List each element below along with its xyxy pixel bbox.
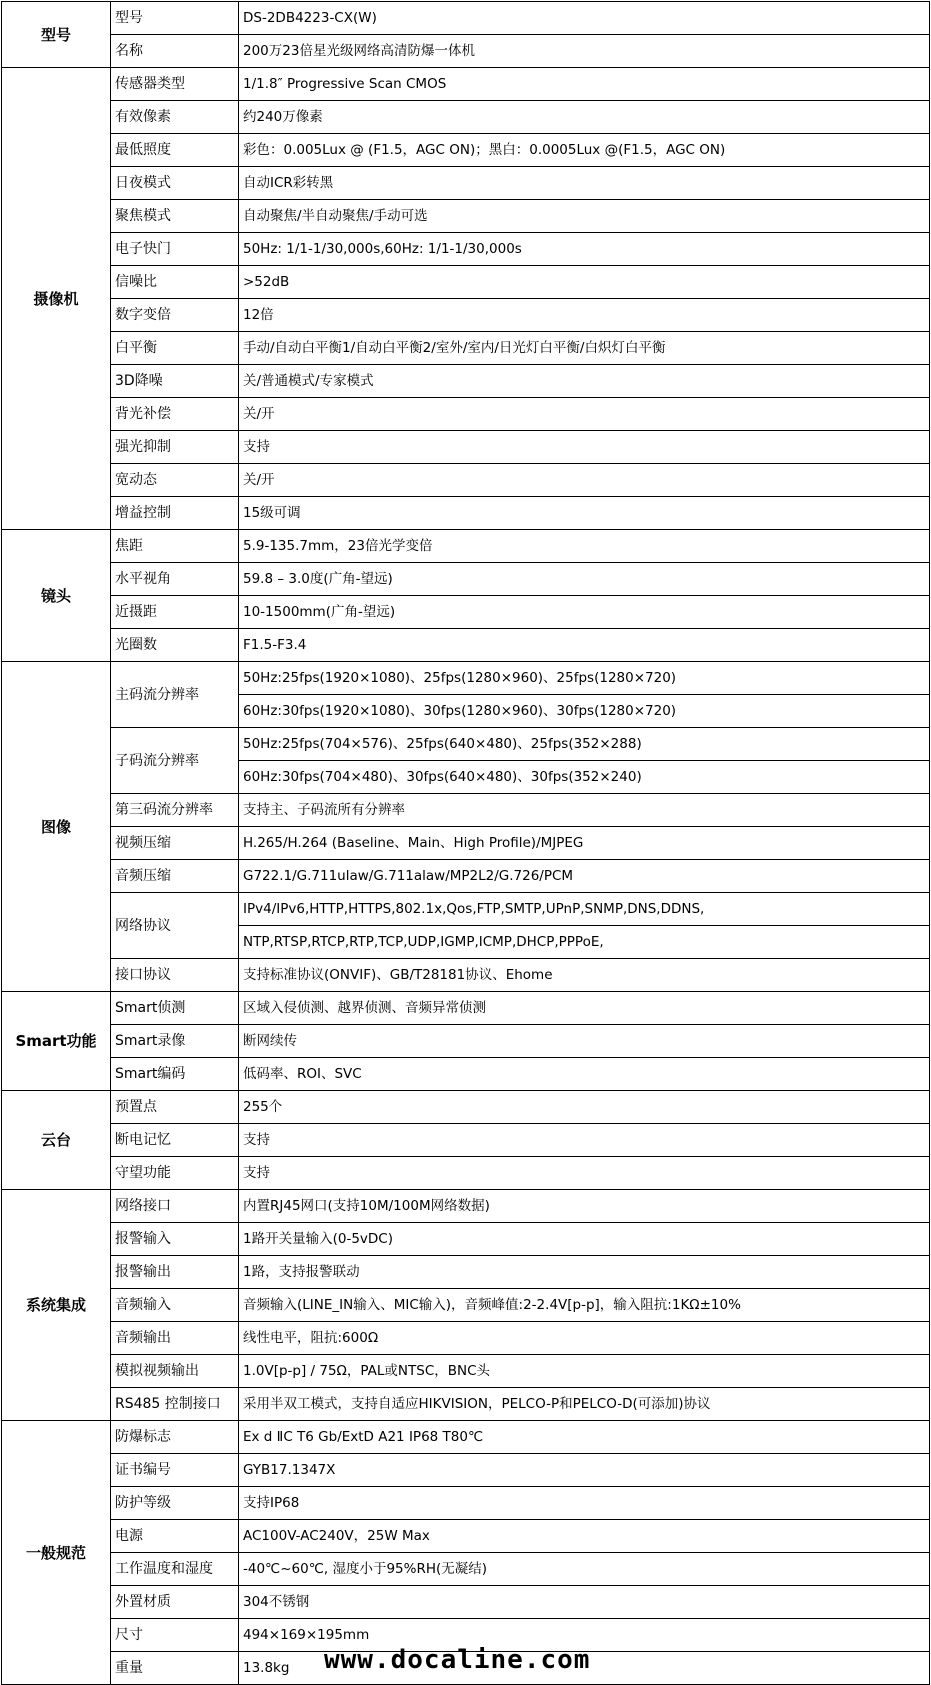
- spec-value-cell: 支持IP68: [239, 1487, 930, 1520]
- spec-name-cell: 最低照度: [111, 134, 239, 167]
- table-row: [2, 1124, 930, 1157]
- spec-name-cell: Smart侦测: [111, 992, 239, 1025]
- spec-name-cell: 音频压缩: [111, 860, 239, 893]
- spec-value-cell: 50Hz:25fps(704×576)、25fps(640×480)、25fps(352×288): [239, 728, 930, 761]
- table-row: [2, 1388, 930, 1421]
- spec-name-cell: Smart编码: [111, 1058, 239, 1091]
- table-row: [2, 299, 930, 332]
- spec-value-cell: 59.8 – 3.0度(广角-望远): [239, 563, 930, 596]
- spec-name-cell: Smart录像: [111, 1025, 239, 1058]
- table-row: [2, 1520, 930, 1553]
- table-row: [2, 1058, 930, 1091]
- spec-value-cell: 1/1.8″ Progressive Scan CMOS: [239, 68, 930, 101]
- spec-value-cell: GYB17.1347X: [239, 1454, 930, 1487]
- category-cell: 云台: [2, 1091, 111, 1190]
- spec-value-cell: 1路，支持报警联动: [239, 1256, 930, 1289]
- spec-value-cell: 13.8kg: [239, 1652, 930, 1685]
- table-row: [2, 233, 930, 266]
- spec-name-cell: 网络接口: [111, 1190, 239, 1223]
- spec-name-cell: 背光补偿: [111, 398, 239, 431]
- spec-value-cell: 音频输入(LINE_IN输入、MIC输入)，音频峰值:2-2.4V[p-p]，输入阻抗:1KΩ±10%: [239, 1289, 930, 1322]
- spec-name-cell: 守望功能: [111, 1157, 239, 1190]
- table-row: [2, 728, 930, 761]
- table-row: [2, 563, 930, 596]
- table-row: [2, 365, 930, 398]
- spec-value-cell: 494×169×195mm: [239, 1619, 930, 1652]
- table-row: [2, 1454, 930, 1487]
- spec-name-cell: 传感器类型: [111, 68, 239, 101]
- spec-value-cell: 50Hz: 1/1-1/30,000s,60Hz: 1/1-1/30,000s: [239, 233, 930, 266]
- table-row: [2, 1256, 930, 1289]
- spec-name-cell: 网络协议: [111, 893, 239, 959]
- spec-name-cell: 重量: [111, 1652, 239, 1685]
- spec-name-cell: 防护等级: [111, 1487, 239, 1520]
- spec-name-cell: 预置点: [111, 1091, 239, 1124]
- table-row: [2, 893, 930, 926]
- spec-name-cell: 子码流分辨率: [111, 728, 239, 794]
- watermark-text: www.docaline.com: [324, 1645, 591, 1675]
- spec-name-cell: 断电记忆: [111, 1124, 239, 1157]
- spec-value-cell: 15级可调: [239, 497, 930, 530]
- spec-name-cell: 外置材质: [111, 1586, 239, 1619]
- spec-value-cell: 支持: [239, 1157, 930, 1190]
- spec-value-cell: 区域入侵侦测、越界侦测、音频异常侦测: [239, 992, 930, 1025]
- spec-name-cell: 数字变倍: [111, 299, 239, 332]
- spec-name-cell: 聚焦模式: [111, 200, 239, 233]
- spec-name-cell: 电子快门: [111, 233, 239, 266]
- spec-value-cell: 自动ICR彩转黑: [239, 167, 930, 200]
- table-row: [2, 1190, 930, 1223]
- table-row: [2, 794, 930, 827]
- spec-value-cell: 5.9-135.7mm，23倍光学变倍: [239, 530, 930, 563]
- table-row: [2, 398, 930, 431]
- category-cell: 图像: [2, 662, 111, 992]
- spec-name-cell: 信噪比: [111, 266, 239, 299]
- table-row: [2, 1223, 930, 1256]
- spec-value-cell: 支持: [239, 1124, 930, 1157]
- spec-value-cell: 关/开: [239, 464, 930, 497]
- category-cell: 系统集成: [2, 1190, 111, 1421]
- spec-name-cell: 视频压缩: [111, 827, 239, 860]
- spec-value-cell: F1.5-F3.4: [239, 629, 930, 662]
- spec-value-cell: 断网续传: [239, 1025, 930, 1058]
- category-cell: 镜头: [2, 530, 111, 662]
- spec-value-cell: Ex d ⅡC T6 Gb/ExtD A21 IP68 T80℃: [239, 1421, 930, 1454]
- table-row: [2, 35, 930, 68]
- table-row: [2, 266, 930, 299]
- category-cell: 一般规范: [2, 1421, 111, 1685]
- table-row: [2, 68, 930, 101]
- spec-name-cell: 报警输出: [111, 1256, 239, 1289]
- spec-value-cell: 低码率、ROI、SVC: [239, 1058, 930, 1091]
- spec-name-cell: RS485 控制接口: [111, 1388, 239, 1421]
- spec-value-cell: 60Hz:30fps(1920×1080)、30fps(1280×960)、30fps(1280×720): [239, 695, 930, 728]
- spec-value-cell: IPv4/IPv6,HTTP,HTTPS,802.1x,Qos,FTP,SMTP,UPnP,SNMP,DNS,DDNS,: [239, 893, 930, 926]
- table-row: [2, 464, 930, 497]
- spec-value-cell: 自动聚焦/半自动聚焦/手动可选: [239, 200, 930, 233]
- category-cell: 摄像机: [2, 68, 111, 530]
- spec-name-cell: 名称: [111, 35, 239, 68]
- spec-value-cell: 支持标准协议(ONVIF)、GB/T28181协议、Ehome: [239, 959, 930, 992]
- table-row: [2, 431, 930, 464]
- spec-name-cell: 音频输出: [111, 1322, 239, 1355]
- spec-value-cell: 约240万像素: [239, 101, 930, 134]
- table-row: [2, 959, 930, 992]
- spec-value-cell: 255个: [239, 1091, 930, 1124]
- spec-value-cell: 彩色：0.005Lux @ (F1.5，AGC ON)；黑白：0.0005Lux @(F1.5，AGC ON): [239, 134, 930, 167]
- table-row: [2, 1322, 930, 1355]
- spec-name-cell: 3D降噪: [111, 365, 239, 398]
- table-row: [2, 167, 930, 200]
- table-row: [2, 662, 930, 695]
- category-cell: 型号: [2, 2, 111, 68]
- spec-name-cell: 模拟视频输出: [111, 1355, 239, 1388]
- spec-value-cell: 手动/自动白平衡1/自动白平衡2/室外/室内/日光灯白平衡/白炽灯白平衡: [239, 332, 930, 365]
- spec-name-cell: 有效像素: [111, 101, 239, 134]
- spec-value-cell: -40℃~60℃, 湿度小于95%RH(无凝结): [239, 1553, 930, 1586]
- spec-value-cell: 支持主、子码流所有分辨率: [239, 794, 930, 827]
- spec-value-cell: 采用半双工模式，支持自适应HIKVISION，PELCO-P和PELCO-D(可添加)协议: [239, 1388, 930, 1421]
- spec-value-cell: 12倍: [239, 299, 930, 332]
- spec-value-cell: 304不锈钢: [239, 1586, 930, 1619]
- spec-name-cell: 焦距: [111, 530, 239, 563]
- spec-value-cell: 线性电平，阻抗:600Ω: [239, 1322, 930, 1355]
- table-row: [2, 596, 930, 629]
- spec-value-cell: 关/开: [239, 398, 930, 431]
- table-row: [2, 1421, 930, 1454]
- spec-name-cell: 防爆标志: [111, 1421, 239, 1454]
- spec-name-cell: 强光抑制: [111, 431, 239, 464]
- spec-name-cell: 宽动态: [111, 464, 239, 497]
- spec-value-cell: 60Hz:30fps(704×480)、30fps(640×480)、30fps(352×240): [239, 761, 930, 794]
- table-row: [2, 2, 930, 35]
- table-row: [2, 860, 930, 893]
- spec-name-cell: 证书编号: [111, 1454, 239, 1487]
- spec-name-cell: 音频输入: [111, 1289, 239, 1322]
- spec-table: [1, 1, 930, 1685]
- spec-value-cell: 1.0V[p-p] / 75Ω，PAL或NTSC，BNC头: [239, 1355, 930, 1388]
- spec-name-cell: 白平衡: [111, 332, 239, 365]
- spec-value-cell: NTP,RTSP,RTCP,RTP,TCP,UDP,IGMP,ICMP,DHCP,PPPoE,: [239, 926, 930, 959]
- spec-value-cell: 支持: [239, 431, 930, 464]
- spec-name-cell: 尺寸: [111, 1619, 239, 1652]
- spec-table-body: [2, 2, 930, 1685]
- table-row: [2, 1289, 930, 1322]
- table-row: [2, 530, 930, 563]
- spec-value-cell: DS-2DB4223-CX(W): [239, 2, 930, 35]
- spec-name-cell: 接口协议: [111, 959, 239, 992]
- category-cell: Smart功能: [2, 992, 111, 1091]
- spec-name-cell: 光圈数: [111, 629, 239, 662]
- table-row: [2, 101, 930, 134]
- spec-value-cell: 50Hz:25fps(1920×1080)、25fps(1280×960)、25fps(1280×720): [239, 662, 930, 695]
- spec-name-cell: 第三码流分辨率: [111, 794, 239, 827]
- spec-name-cell: 水平视角: [111, 563, 239, 596]
- spec-value-cell: 10-1500mm(广角-望远): [239, 596, 930, 629]
- table-row: [2, 1025, 930, 1058]
- spec-name-cell: 型号: [111, 2, 239, 35]
- spec-name-cell: 近摄距: [111, 596, 239, 629]
- spec-name-cell: 报警输入: [111, 1223, 239, 1256]
- spec-name-cell: 工作温度和湿度: [111, 1553, 239, 1586]
- spec-name-cell: 增益控制: [111, 497, 239, 530]
- table-row: [2, 200, 930, 233]
- spec-value-cell: 内置RJ45网口(支持10M/100M网络数据): [239, 1190, 930, 1223]
- table-row: [2, 1586, 930, 1619]
- spec-name-cell: 电源: [111, 1520, 239, 1553]
- spec-name-cell: 主码流分辨率: [111, 662, 239, 728]
- spec-value-cell: H.265/H.264 (Baseline、Main、High Profile)/MJPEG: [239, 827, 930, 860]
- spec-value-cell: AC100V-AC240V，25W Max: [239, 1520, 930, 1553]
- table-row: [2, 1487, 930, 1520]
- spec-value-cell: >52dB: [239, 266, 930, 299]
- table-row: [2, 1553, 930, 1586]
- table-row: [2, 1355, 930, 1388]
- spec-value-cell: G722.1/G.711ulaw/G.711alaw/MP2L2/G.726/PCM: [239, 860, 930, 893]
- spec-value-cell: 关/普通模式/专家模式: [239, 365, 930, 398]
- spec-name-cell: 日夜模式: [111, 167, 239, 200]
- table-row: [2, 629, 930, 662]
- table-row: [2, 497, 930, 530]
- table-row: [2, 827, 930, 860]
- table-row: [2, 1091, 930, 1124]
- spec-value-cell: 1路开关量输入(0-5vDC): [239, 1223, 930, 1256]
- table-row: [2, 992, 930, 1025]
- table-row: [2, 134, 930, 167]
- spec-value-cell: 200万23倍星光级网络高清防爆一体机: [239, 35, 930, 68]
- table-row: [2, 1157, 930, 1190]
- table-row: [2, 332, 930, 365]
